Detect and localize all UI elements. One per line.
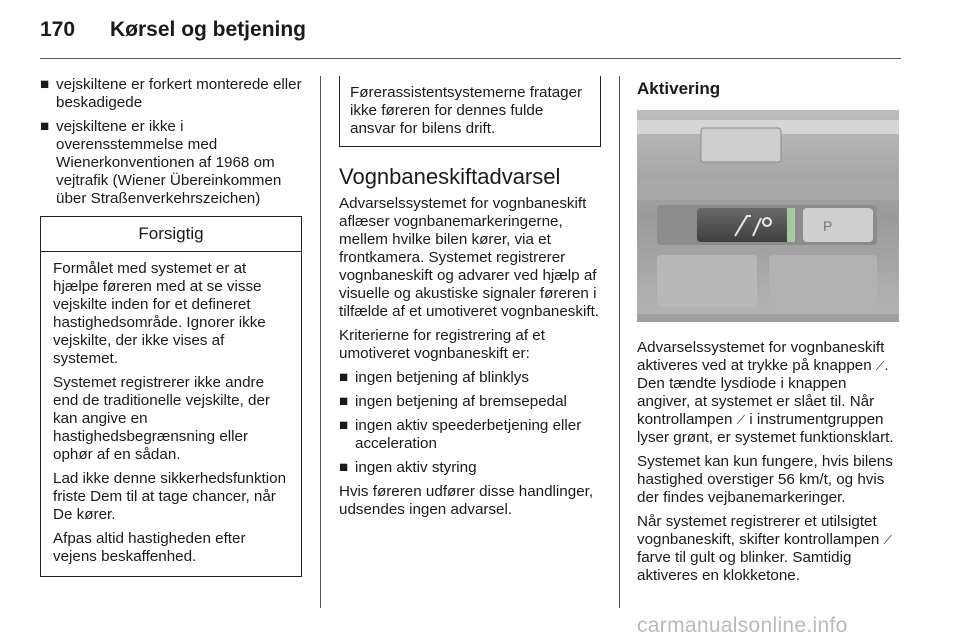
caution-body [41, 252, 301, 576]
bullet-icon: ■ [339, 459, 349, 476]
section-heading: Vognbaneskiftadvarsel [339, 164, 561, 189]
activation-paragraph-2: Systemet kan kun fungere, hvis bilens hastighed overstiger 56 km/t, og hvis der findes vejbanemarkeringer. [637, 453, 893, 506]
note-box: Førerassistentsystemerne fratager ikke føreren for dennes fulde ansvar for bilens drift. [339, 76, 601, 147]
activation-paragraph-1: Advarselssystemet for vognbaneskift aktiveres ved at trykke på knappen ⟋. Den tændte lysdiode i knappen angiver, at systemet er slået til. Når kontrollampen ⟋ i instrumentgruppen lyser grønt, er systemet funktionsklart. [637, 339, 894, 446]
caution-paragraph: Formålet med systemet er at hjælpe føreren med at se visse vejskilte inden for et defineret hastighedsområde. Ignorer ikke vejskilte, der ikke vises af systemet. [53, 260, 266, 367]
page-number: 170 [40, 18, 76, 41]
intro-paragraph: Advarselssystemet for vognbaneskift aflæser vognbanemarkeringerne, mellem hvilke bilen kører, via et frontkamera. Systemet registrerer vognbaneskift og advarer ved hjælp af visuelle og akustiske signaler føreren i tilfælde af et umotiveret vognbaneskift. [339, 195, 600, 320]
caution-paragraph: Systemet registrerer ikke andre end de traditionelle vejskilte, der kan angive en hastighedsbegrænsning eller ophør af en sådan. [53, 374, 270, 463]
column-2 [339, 76, 601, 525]
bullet-icon: ■ [339, 417, 349, 434]
bullet-icon: ■ [339, 393, 349, 410]
outro-paragraph: Hvis føreren udfører disse handlinger, udsendes ingen advarsel. [339, 483, 594, 518]
header-rule [40, 58, 901, 59]
watermark: carmanualsonline.info [637, 614, 848, 637]
caution-box [40, 216, 302, 577]
list-item: ■ ingen aktiv styring [339, 459, 477, 476]
caution-paragraph: Afpas altid hastigheden efter vejens beskaffenhed. [53, 530, 246, 565]
svg-text:P: P [823, 218, 833, 234]
column-1 [40, 76, 302, 577]
column-3 [637, 76, 899, 591]
caution-title: Forsigtig [41, 217, 301, 252]
criteria-intro: Kriterierne for registrering af et umotiveret vognbaneskift er: [339, 327, 545, 362]
bullet-icon: ■ [40, 76, 50, 93]
page-header [40, 18, 306, 48]
list-item: ■ ingen betjening af blinklys [339, 369, 529, 386]
list-item: ■ vejskiltene er ikke i overensstemmelse med Wienerkonventionen af 1968 om vejtrafik (Wiener Übereinkommen über Straßenverkehrszeichen) [40, 118, 282, 207]
bullet-icon: ■ [40, 118, 50, 135]
subheading: Aktivering [637, 79, 721, 98]
list-item: ■ ingen betjening af bremsepedal [339, 393, 567, 410]
lane-departure-icon: ⟋ [875, 359, 885, 373]
list-item: ■ ingen aktiv speederbetjening eller acceleration [339, 417, 582, 452]
list-item: ■ vejskiltene er forkert monterede eller beskadigede [40, 76, 302, 111]
page-title: Kørsel og betjening [110, 18, 307, 41]
lane-departure-icon: ⟋ [883, 533, 892, 547]
column-divider [619, 76, 620, 608]
caution-paragraph: Lad ikke denne sikkerhedsfunktion friste Dem til at tage chancer, når De kører. [53, 470, 287, 523]
dashboard-button-photo [637, 110, 899, 322]
bullet-icon: ■ [339, 369, 349, 386]
lane-departure-icon: ⟋ [736, 413, 746, 427]
activation-paragraph-3: Når systemet registrerer et utilsigtet vognbaneskift, skifter kontrollampen ⟋ farve til gult og blinker. Samtidig aktiveres en klokketone. [637, 513, 892, 584]
column-divider [320, 76, 321, 608]
